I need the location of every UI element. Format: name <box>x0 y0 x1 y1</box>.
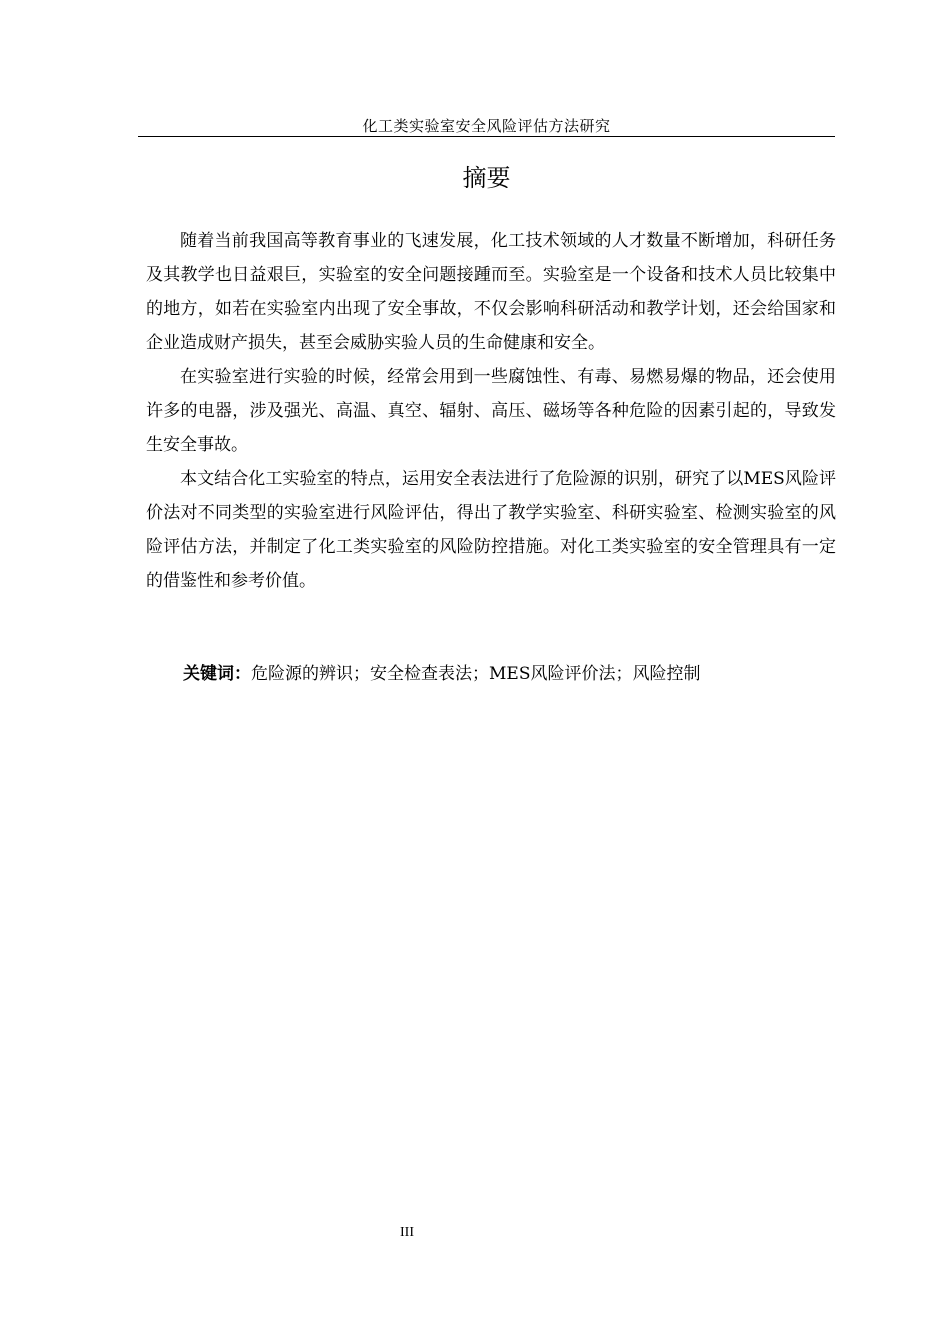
header-divider <box>138 136 835 137</box>
keywords-text: 危险源的辨识；安全检查表法；MES风险评价法；风险控制 <box>251 664 701 684</box>
abstract-title: 摘要 <box>462 164 511 192</box>
abstract-body <box>146 224 836 598</box>
abstract-paragraph-1: 随着当前我国高等教育事业的飞速发展，化工技术领域的人才数量不断增加，科研任务及其教学也日益艰巨，实验室的安全问题接踵而至。实验室是一个设备和技术人员比较集中的地方，如若在实验室内出现了安全事故，不仅会影响科研活动和教学计划，还会给国家和企业造成财产损失，甚至会威胁实验人员的生命健康和安全。 <box>146 231 836 353</box>
running-header-title: 化工类实验室安全风险评估方法研究 <box>362 117 611 135</box>
abstract-paragraph-3: 本文结合化工实验室的特点，运用安全表法进行了危险源的识别，研究了以MES风险评价法对不同类型的实验室进行风险评估，得出了教学实验室、科研实验室、检测实验室的风险评估方法，并制定了化工类实验室的风险防控措施。对化工类实验室的安全管理具有一定的借鉴性和参考价值。 <box>146 469 836 591</box>
keywords-label: 关键词： <box>183 664 251 684</box>
abstract-paragraph-2: 在实验室进行实验的时候，经常会用到一些腐蚀性、有毒、易燃易爆的物品，还会使用许多的电器，涉及强光、高温、真空、辐射、高压、磁场等各种危险的因素引起的，导致发生安全事故。 <box>146 367 836 455</box>
keywords-line <box>183 657 833 691</box>
page-number: III <box>400 1225 414 1240</box>
